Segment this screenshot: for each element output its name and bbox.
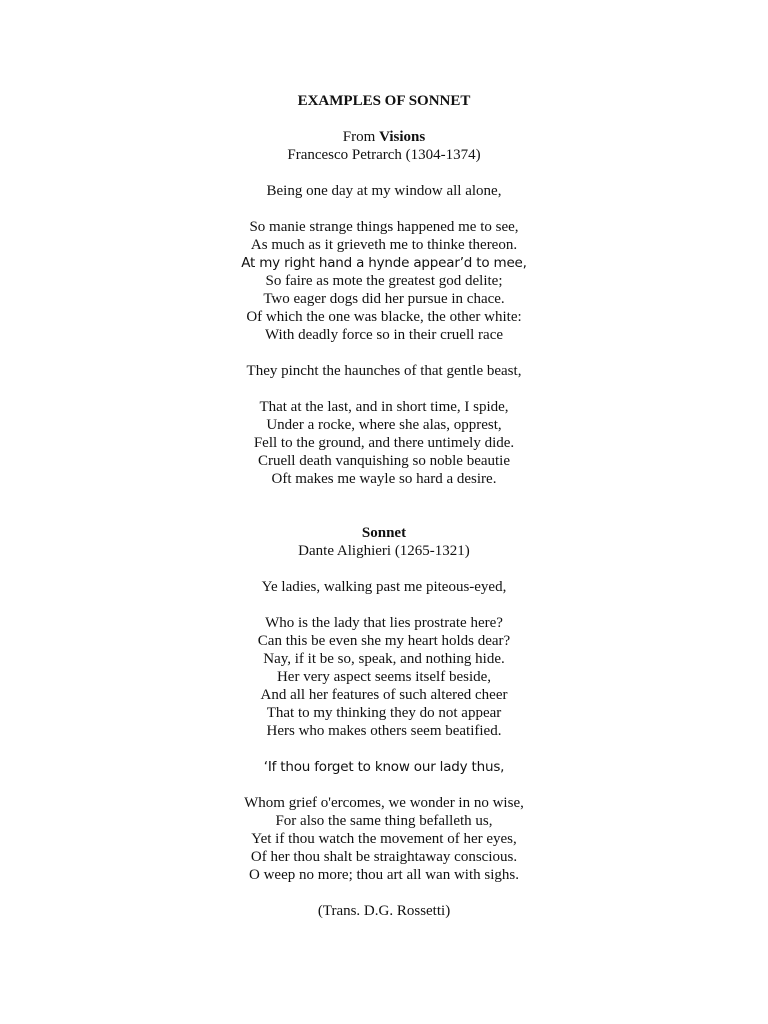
poem2-line: That to my thinking they do not appear: [266, 705, 502, 721]
poem1-line: Oft makes me wayle so hard a desire.: [271, 471, 497, 487]
poem1-line: Being one day at my window all alone,: [266, 183, 502, 199]
poem1-line: So manie strange things happened me to see,: [249, 219, 519, 235]
poem1-line: Cruell death vanquishing so noble beautie: [257, 453, 511, 469]
poem2-title-line: [0, 524, 768, 542]
poem1-line: At my right hand a hynde appear’d to mee,: [241, 255, 527, 271]
poem1-line: Of which the one was blacke, the other white:: [246, 309, 522, 325]
poem1-line: With deadly force so in their cruell race: [264, 327, 504, 343]
poem2-line: Nay, if it be so, speak, and nothing hide.: [263, 651, 505, 667]
poem1-line: As much as it grieveth me to thinke thereon.: [250, 237, 518, 253]
poem2-line: ‘If thou forget to know our lady thus,: [263, 759, 505, 775]
poem2-line: O weep no more; thou art all wan with sighs.: [249, 867, 519, 883]
poem2-line: Can this be even she my heart holds dear?: [257, 633, 511, 649]
poem2-line: For also the same thing befalleth us,: [275, 813, 493, 829]
poem2-line: Who is the lady that lies prostrate here?: [265, 615, 503, 631]
poem2-line: Whom grief o'ercomes, we wonder in no wise,: [244, 795, 524, 811]
poem1-work-title: Visions: [379, 129, 426, 145]
poem1-line: Under a rocke, where she alas, opprest,: [266, 417, 502, 433]
poem2-author: Dante Alighieri (1265-1321): [298, 543, 470, 559]
document-page: [0, 92, 768, 920]
poem1-line: They pincht the haunches of that gentle beast,: [246, 363, 522, 379]
poem1-line: Fell to the ground, and there untimely dide.: [253, 435, 515, 451]
poem1-line: That at the last, and in short time, I spide,: [259, 399, 509, 415]
poem1-line: Two eager dogs did her pursue in chace.: [263, 291, 505, 307]
poem2-line: And all her features of such altered cheer: [260, 687, 508, 703]
poem1-from-prefix: From: [342, 129, 376, 145]
poem1-source-line: [0, 128, 768, 146]
poem2-line: Her very aspect seems itself beside,: [276, 669, 492, 685]
poem1-author: Francesco Petrarch (1304-1374): [287, 147, 481, 163]
poem2-line: Hers who makes others seem beatified.: [266, 723, 502, 739]
poem2-line: Ye ladies, walking past me piteous-eyed,: [261, 579, 507, 595]
poem1-line: So faire as mote the greatest god delite;: [265, 273, 503, 289]
poem2-work-title: Sonnet: [361, 525, 407, 541]
poem2-translator-credit: (Trans. D.G. Rossetti): [317, 903, 451, 919]
poem2-line: Of her thou shalt be straightaway conscious.: [250, 849, 518, 865]
document-title: EXAMPLES OF SONNET: [297, 93, 471, 109]
poem2-line: Yet if thou watch the movement of her eyes,: [251, 831, 517, 847]
